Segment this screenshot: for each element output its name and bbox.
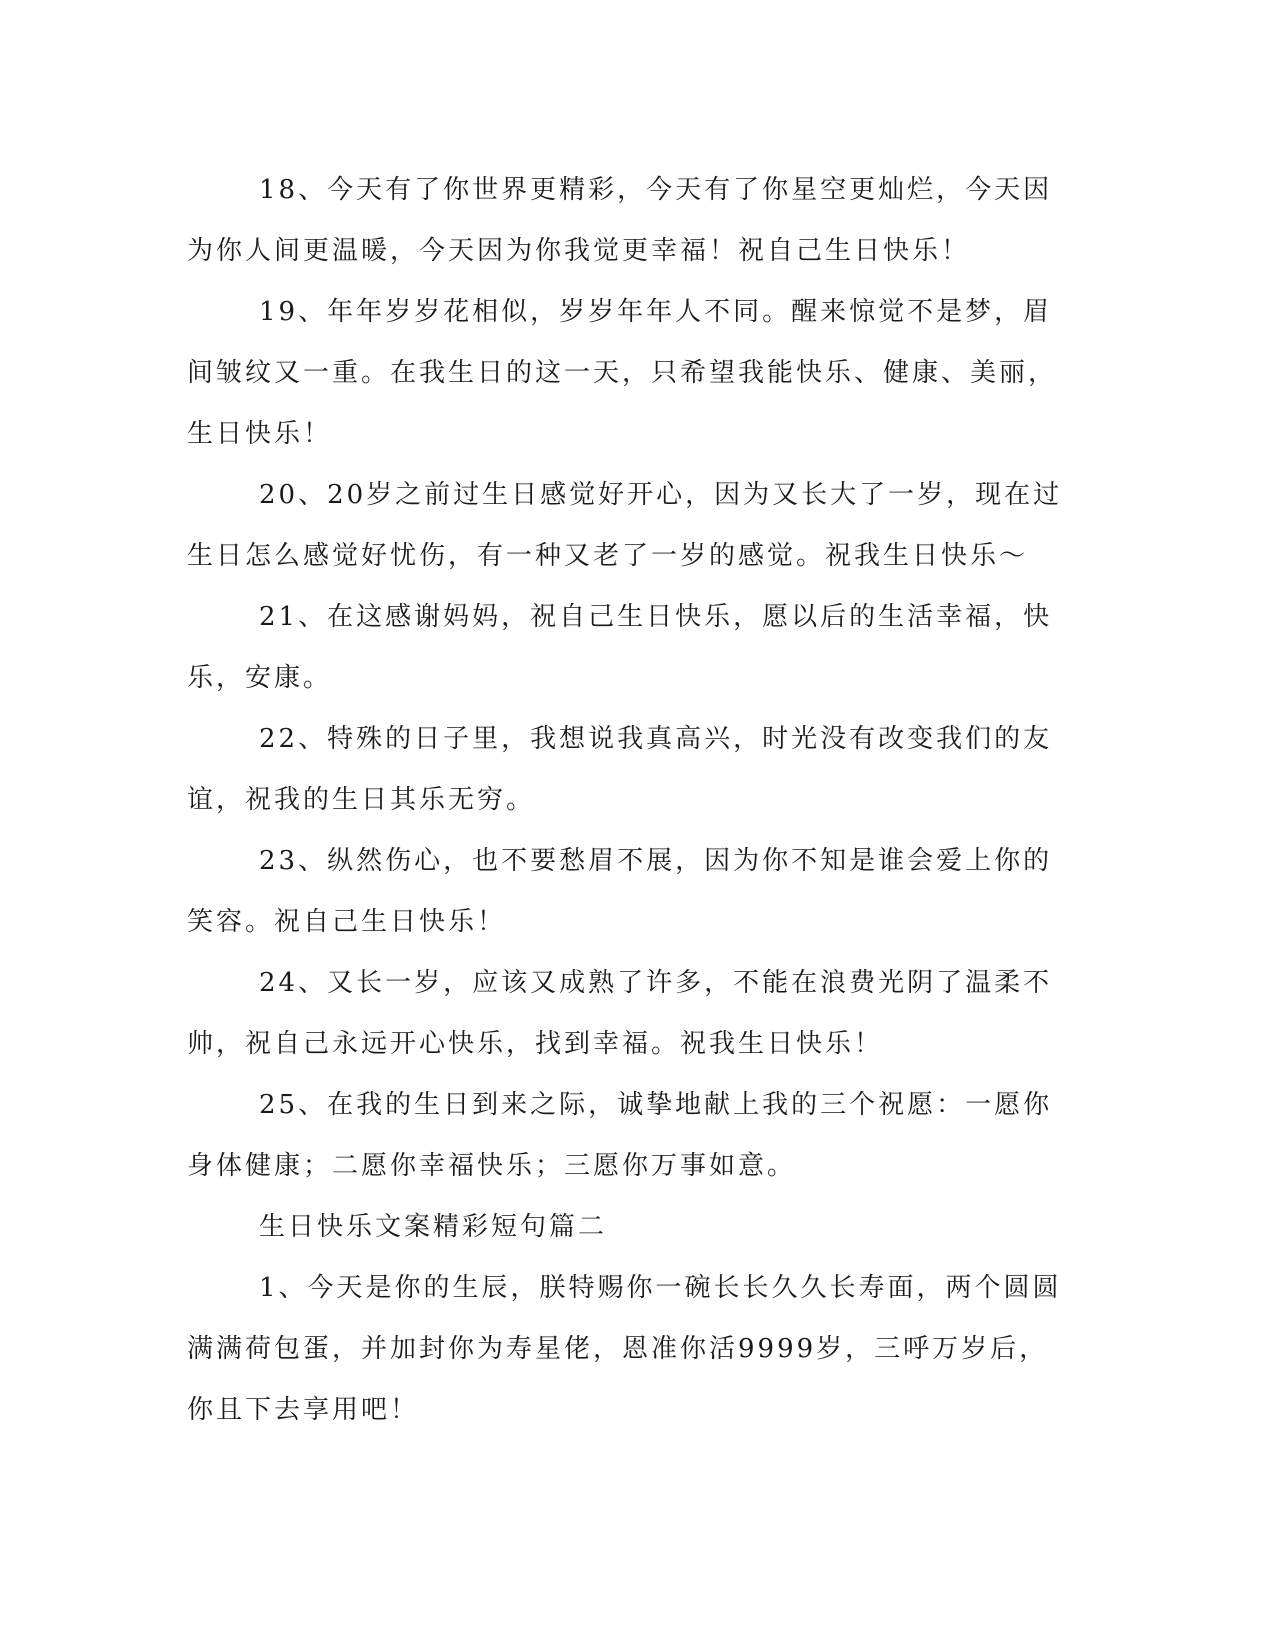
paragraph-22: 22、特殊的日子里，我想说我真高兴，时光没有改变我们的友谊，祝我的生日其乐无穷。 — [187, 724, 1053, 815]
paragraph-19: 19、年年岁岁花相似，岁岁年年人不同。醒来惊觉不是梦，眉间皱纹又一重。在我生日的这一天，只希望我能快乐、健康、美丽，生日快乐！ — [187, 297, 1058, 449]
section-paragraph-1: 1、今天是你的生辰，朕特赐你一碗长长久久长寿面，两个圆圆满满荷包蛋，并加封你为寿星佬，恩准你活9999岁，三呼万岁后，你且下去享用吧！ — [187, 1273, 1062, 1425]
paragraph-18: 18、今天有了你世界更精彩，今天有了你星空更灿烂，今天因为你人间更温暖，今天因为你我觉更幸福！祝自己生日快乐！ — [187, 175, 1053, 266]
paragraph-25: 25、在我的生日到来之际，诚挚地献上我的三个祝愿：一愿你身体健康；二愿你幸福快乐；三愿你万事如意。 — [187, 1090, 1053, 1181]
paragraph-23: 23、纵然伤心，也不要愁眉不展，因为你不知是谁会爱上你的笑容。祝自己生日快乐！ — [187, 846, 1053, 937]
document-body — [187, 160, 1067, 1441]
paragraph-24: 24、又长一岁，应该又成熟了许多，不能在浪费光阴了温柔不帅，祝自己永远开心快乐，找到幸福。祝我生日快乐！ — [187, 968, 1053, 1059]
paragraph-21: 21、在这感谢妈妈，祝自己生日快乐，愿以后的生活幸福，快乐，安康。 — [187, 602, 1053, 693]
paragraph-20: 20、20岁之前过生日感觉好开心，因为又长大了一岁，现在过生日怎么感觉好忧伤，有一种又老了一岁的感觉。祝我生日快乐～ — [187, 480, 1063, 571]
section-heading: 生日快乐文案精彩短句篇二 — [259, 1212, 608, 1242]
